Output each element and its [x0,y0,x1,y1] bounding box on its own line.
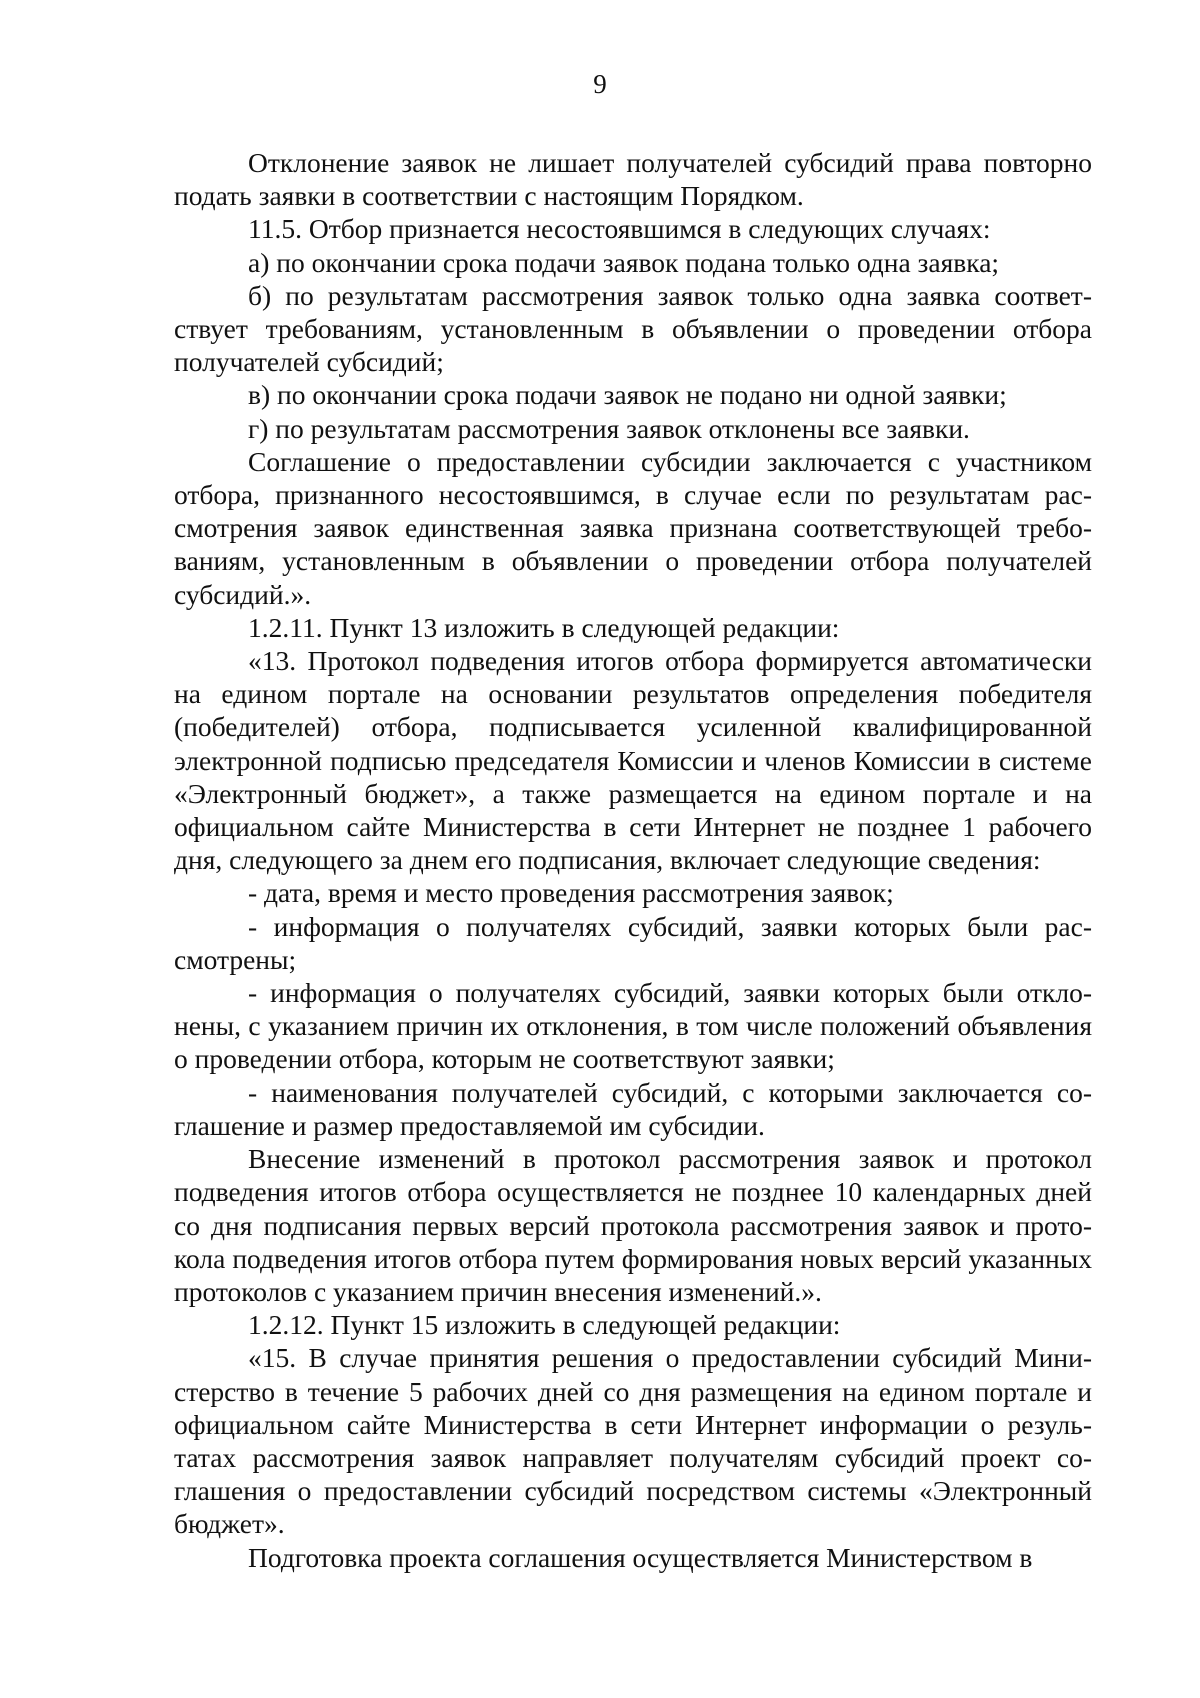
paragraph-11-5: 11.5. Отбор признается несостоявшимся в следующих случаях: [248,213,991,245]
list-item-rejected-recipients: - информация о получателях субсидий, заявки которых были отклонены, с указанием причин их отклонения, в том числе положений объявления о проведении отбора, которым не соответствуют заявки; [174,977,1092,1075]
paragraph-1-2-11: 1.2.11. Пункт 13 изложить в следующей редакции: [248,611,840,643]
paragraph-rejection-note: Отклонение заявок не лишает получателей субсидий права повторно подать заявки в соответствии с настоящим Порядком. [174,147,1092,212]
paragraph-protocol-amendments: Внесение изменений в протокол рассмотрения заявок и протокол подведения итогов отбора осуществляется не позднее 10 календарных дней со дня подписания первых версий протокола рассмотрения заявок и протокола подведения итогов отбора путем формирования новых версий указанных протоколов с указанием причин внесения изменений.». [174,1143,1092,1307]
paragraph-agreement-single-participant: Соглашение о предоставлении субсидии заключается с участником отбора, признанного несостоявшимся, в случае если по результатам рассмотрения заявок единственная заявка признана соответствующей требованиям, установленным в объявлении о проведении отбора получателей субсидий.». [174,445,1092,610]
paragraph-1-2-12: 1.2.12. Пункт 15 изложить в следующей редакции: [248,1309,841,1341]
list-item-reviewed-recipients: - информация о получателях субсидий, заявки которых были рассмотрены; [174,910,1092,975]
paragraph-draft-agreement: Подготовка проекта соглашения осуществляется Министерством в [248,1541,1033,1573]
list-item-agreement-recipients: - наименования получателей субсидий, с которыми заключается соглашение и размер предоставляемой им субсидии. [174,1076,1092,1141]
list-item-g: г) по результатам рассмотрения заявок отклонены все заявки. [248,412,970,444]
paragraph-clause-15: «15. В случае принятия решения о предоставлении субсидий Министерство в течение 5 рабочих дней со дня размещения на едином портале и официальном сайте Министерства в сети Интернет информации о результатах рассмотрения заявок направляет получателям субсидий проект соглашения о предоставлении субсидий посредством системы «Электронный бюджет». [174,1342,1092,1540]
list-item-v: в) по окончании срока подачи заявок не подано ни одной заявки; [248,379,1007,411]
document-body [174,146,1092,1574]
list-item-b: б) по результатам рассмотрения заявок только одна заявка соответствует требованиям, установленным в объявлении о проведении отбора получателей субсидий; [174,279,1092,378]
page-number: 9 [593,69,607,99]
paragraph-clause-13: «13. Протокол подведения итогов отбора формируется автоматически на едином портале на основании результатов определения победителя (победителей) отбора, подписывается усиленной квалифицированной электронной подписью председателя Комиссии и членов Комиссии в системе «Электронный бюджет», а также размещается на едином портале и на официальном сайте Министерства в сети Интернет не позднее 1 рабочего дня, следующего за днем его подписания, включает следующие сведения: [174,645,1092,876]
list-item-a: а) по окончании срока подачи заявок подана только одна заявка; [248,246,1000,278]
list-item-date-time-place: - дата, время и место проведения рассмотрения заявок; [248,877,894,909]
